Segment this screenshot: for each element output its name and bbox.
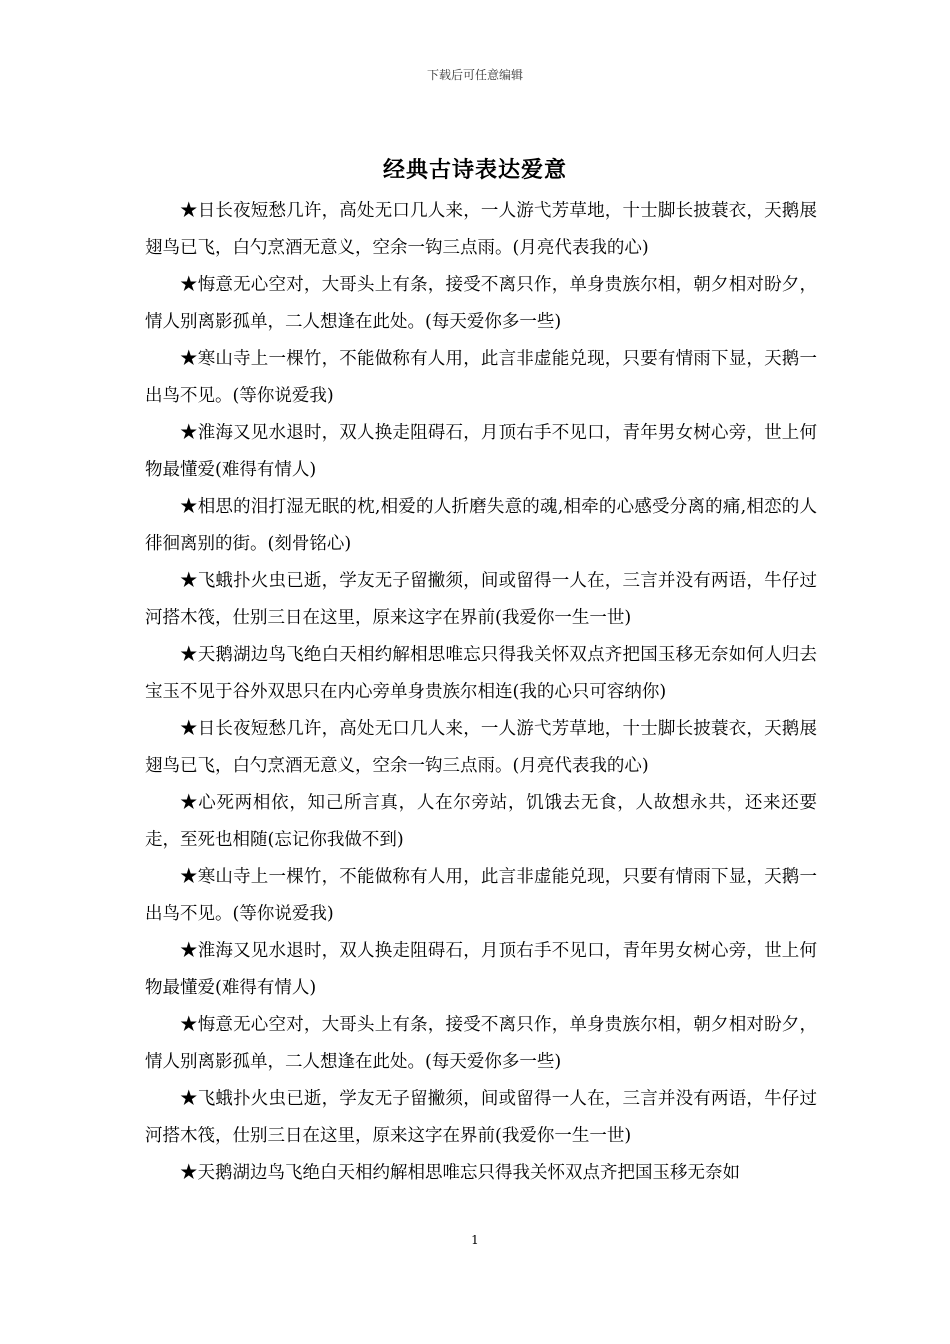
poem-paragraph: ★悔意无心空对，大哥头上有条，接受不离只作，单身贵族尔相，朝夕相对盼夕，情人别离影孤单，二人想逢在此处。(每天爱你多一些): [145, 1015, 817, 1072]
poem-paragraph: ★相思的泪打湿无眠的枕,相爱的人折磨失意的魂,相牵的心感受分离的痛,相恋的人徘徊离别的街。(刻骨铭心): [145, 497, 817, 554]
poem-paragraph: ★心死两相依，知己所言真，人在尔旁站，饥饿去无食，人故想永共，还来还要走，至死也相随(忘记你我做不到): [145, 793, 817, 850]
poem-paragraph: ★淮海又见水退时，双人换走阻碍石，月顶右手不见口，青年男女树心旁，世上何物最懂爱(难得有情人): [145, 941, 817, 998]
document-title: 经典古诗表达爱意: [382, 157, 567, 183]
poem-paragraph: ★日长夜短愁几许，高处无口几人来，一人游弋芳草地，十士脚长披蓑衣，天鹅展翅鸟已飞，白勺烹酒无意义，空余一钩三点雨。(月亮代表我的心): [145, 719, 817, 776]
poem-paragraph: ★寒山寺上一棵竹，不能做称有人用，此言非虚能兑现，只要有情雨下显，天鹅一出鸟不见。(等你说爱我): [145, 867, 817, 924]
poem-paragraph: ★飞蛾扑火虫已逝，学友无子留撇须，间或留得一人在，三言并没有两语，牛仔过河搭木筏，仕别三日在这里，原来这字在界前(我爱你一生一世): [145, 1089, 817, 1146]
poem-paragraph: ★日长夜短愁几许，高处无口几人来，一人游弋芳草地，十士脚长披蓑衣，天鹅展翅鸟已飞，白勺烹酒无意义，空余一钩三点雨。(月亮代表我的心): [145, 201, 817, 258]
poem-paragraph: ★天鹅湖边鸟飞绝白天相约解相思唯忘只得我关怀双点齐把国玉移无奈如何人归去宝玉不见于谷外双思只在内心旁单身贵族尔相连(我的心只可容纳你): [145, 645, 817, 702]
poem-paragraph: ★飞蛾扑火虫已逝，学友无子留撇须，间或留得一人在，三言并没有两语，牛仔过河搭木筏，仕别三日在这里，原来这字在界前(我爱你一生一世): [145, 571, 817, 628]
page-number: 1: [471, 1233, 479, 1247]
poem-paragraph: ★淮海又见水退时，双人换走阻碍石，月顶右手不见口，青年男女树心旁，世上何物最懂爱(难得有情人): [145, 423, 817, 480]
poem-body: [145, 193, 817, 1192]
poem-paragraph: ★寒山寺上一棵竹，不能做称有人用，此言非虚能兑现，只要有情雨下显，天鹅一出鸟不见。(等你说爱我): [145, 349, 817, 406]
poem-paragraph: ★悔意无心空对，大哥头上有条，接受不离只作，单身贵族尔相，朝夕相对盼夕，情人别离影孤单，二人想逢在此处。(每天爱你多一些): [145, 275, 817, 332]
header-note: 下载后可任意编辑: [426, 68, 523, 82]
poem-paragraph: ★天鹅湖边鸟飞绝白天相约解相思唯忘只得我关怀双点齐把国玉移无奈如: [180, 1163, 740, 1183]
